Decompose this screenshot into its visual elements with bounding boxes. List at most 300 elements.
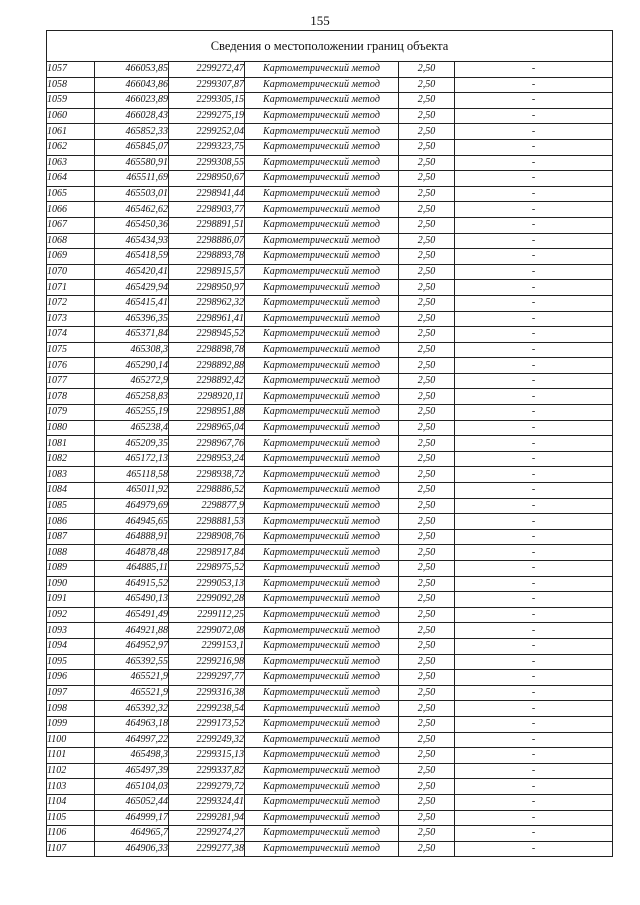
x-coordinate-cell: 465521,9 [95, 670, 169, 686]
x-coordinate-cell: 466028,43 [95, 108, 169, 124]
x-coordinate-cell: 465420,41 [95, 264, 169, 280]
accuracy-cell: 2,50 [399, 217, 455, 233]
description-cell: - [455, 748, 613, 764]
method-cell: Картометрический метод [245, 545, 399, 561]
accuracy-cell: 2,50 [399, 545, 455, 561]
description-cell: - [455, 311, 613, 327]
y-coordinate-cell: 2299281,94 [169, 810, 245, 826]
point-number-cell: 1079 [47, 405, 95, 421]
accuracy-cell: 2,50 [399, 436, 455, 452]
page-number: 155 [310, 13, 330, 28]
x-coordinate-cell: 465503,01 [95, 186, 169, 202]
point-number-cell: 1093 [47, 623, 95, 639]
table-header-row [47, 31, 613, 62]
table-row [47, 826, 613, 842]
accuracy-cell: 2,50 [399, 779, 455, 795]
table-row [47, 249, 613, 265]
description-cell: - [455, 389, 613, 405]
table-row [47, 810, 613, 826]
y-coordinate-cell: 2299305,15 [169, 93, 245, 109]
x-coordinate-cell: 464906,33 [95, 841, 169, 857]
table-row [47, 701, 613, 717]
x-coordinate-cell: 465052,44 [95, 794, 169, 810]
point-number-cell: 1073 [47, 311, 95, 327]
description-cell: - [455, 701, 613, 717]
method-cell: Картометрический метод [245, 436, 399, 452]
method-cell: Картометрический метод [245, 186, 399, 202]
point-number-cell: 1059 [47, 93, 95, 109]
y-coordinate-cell: 2298953,24 [169, 451, 245, 467]
description-cell: - [455, 561, 613, 577]
point-number-cell: 1072 [47, 295, 95, 311]
description-cell: - [455, 280, 613, 296]
method-cell: Картометрический метод [245, 576, 399, 592]
description-cell: - [455, 420, 613, 436]
y-coordinate-cell: 2298967,76 [169, 436, 245, 452]
x-coordinate-cell: 464915,52 [95, 576, 169, 592]
point-number-cell: 1076 [47, 358, 95, 374]
method-cell: Картометрический метод [245, 732, 399, 748]
point-number-cell: 1096 [47, 670, 95, 686]
method-cell: Картометрический метод [245, 233, 399, 249]
table-row [47, 342, 613, 358]
x-coordinate-cell: 464878,48 [95, 545, 169, 561]
method-cell: Картометрический метод [245, 342, 399, 358]
accuracy-cell: 2,50 [399, 654, 455, 670]
point-number-cell: 1064 [47, 171, 95, 187]
x-coordinate-cell: 465308,3 [95, 342, 169, 358]
table-row [47, 295, 613, 311]
x-coordinate-cell: 465392,55 [95, 654, 169, 670]
table-row [47, 514, 613, 530]
method-cell: Картометрический метод [245, 62, 399, 78]
x-coordinate-cell: 464999,17 [95, 810, 169, 826]
description-cell: - [455, 108, 613, 124]
method-cell: Картометрический метод [245, 607, 399, 623]
table-row [47, 794, 613, 810]
point-number-cell: 1080 [47, 420, 95, 436]
table-row [47, 405, 613, 421]
accuracy-cell: 2,50 [399, 623, 455, 639]
point-number-cell: 1065 [47, 186, 95, 202]
table-row [47, 654, 613, 670]
table-row [47, 373, 613, 389]
method-cell: Картометрический метод [245, 685, 399, 701]
x-coordinate-cell: 465415,41 [95, 295, 169, 311]
x-coordinate-cell: 466053,85 [95, 62, 169, 78]
accuracy-cell: 2,50 [399, 155, 455, 171]
accuracy-cell: 2,50 [399, 93, 455, 109]
x-coordinate-cell: 465272,9 [95, 373, 169, 389]
description-cell: - [455, 779, 613, 795]
table-row [47, 732, 613, 748]
description-cell: - [455, 670, 613, 686]
x-coordinate-cell: 465852,33 [95, 124, 169, 140]
table-row [47, 311, 613, 327]
y-coordinate-cell: 2298951,88 [169, 405, 245, 421]
point-number-cell: 1061 [47, 124, 95, 140]
accuracy-cell: 2,50 [399, 108, 455, 124]
y-coordinate-cell: 2299324,41 [169, 794, 245, 810]
accuracy-cell: 2,50 [399, 514, 455, 530]
accuracy-cell: 2,50 [399, 763, 455, 779]
method-cell: Картометрический метод [245, 467, 399, 483]
table-row [47, 124, 613, 140]
table-row [47, 545, 613, 561]
description-cell: - [455, 217, 613, 233]
description-cell: - [455, 233, 613, 249]
method-cell: Картометрический метод [245, 561, 399, 577]
y-coordinate-cell: 2298920,11 [169, 389, 245, 405]
table-row [47, 186, 613, 202]
accuracy-cell: 2,50 [399, 186, 455, 202]
y-coordinate-cell: 2298886,52 [169, 483, 245, 499]
x-coordinate-cell: 465490,13 [95, 592, 169, 608]
table-row [47, 451, 613, 467]
table-body [47, 62, 613, 857]
table-row [47, 171, 613, 187]
table-row [47, 358, 613, 374]
description-cell: - [455, 405, 613, 421]
table-row [47, 576, 613, 592]
method-cell: Картометрический метод [245, 358, 399, 374]
table-row [47, 62, 613, 78]
point-number-cell: 1083 [47, 467, 95, 483]
x-coordinate-cell: 465845,07 [95, 139, 169, 155]
point-number-cell: 1105 [47, 810, 95, 826]
description-cell: - [455, 794, 613, 810]
y-coordinate-cell: 2299216,98 [169, 654, 245, 670]
table-row [47, 529, 613, 545]
accuracy-cell: 2,50 [399, 405, 455, 421]
description-cell: - [455, 685, 613, 701]
table-row [47, 155, 613, 171]
x-coordinate-cell: 465258,83 [95, 389, 169, 405]
y-coordinate-cell: 2299072,08 [169, 623, 245, 639]
point-number-cell: 1063 [47, 155, 95, 171]
accuracy-cell: 2,50 [399, 77, 455, 93]
x-coordinate-cell: 465118,58 [95, 467, 169, 483]
accuracy-cell: 2,50 [399, 311, 455, 327]
point-number-cell: 1068 [47, 233, 95, 249]
method-cell: Картометрический метод [245, 716, 399, 732]
y-coordinate-cell: 2298877,9 [169, 498, 245, 514]
table-row [47, 108, 613, 124]
description-cell: - [455, 498, 613, 514]
accuracy-cell: 2,50 [399, 638, 455, 654]
table-row [47, 420, 613, 436]
table-row [47, 498, 613, 514]
point-number-cell: 1103 [47, 779, 95, 795]
y-coordinate-cell: 2299053,13 [169, 576, 245, 592]
method-cell: Картометрический метод [245, 779, 399, 795]
y-coordinate-cell: 2298908,76 [169, 529, 245, 545]
table-row [47, 467, 613, 483]
y-coordinate-cell: 2298898,78 [169, 342, 245, 358]
accuracy-cell: 2,50 [399, 139, 455, 155]
x-coordinate-cell: 464979,69 [95, 498, 169, 514]
accuracy-cell: 2,50 [399, 529, 455, 545]
method-cell: Картометрический метод [245, 451, 399, 467]
y-coordinate-cell: 2299277,38 [169, 841, 245, 857]
table-row [47, 685, 613, 701]
table-row [47, 139, 613, 155]
x-coordinate-cell: 465450,36 [95, 217, 169, 233]
accuracy-cell: 2,50 [399, 670, 455, 686]
table-row [47, 483, 613, 499]
table-row [47, 779, 613, 795]
accuracy-cell: 2,50 [399, 592, 455, 608]
method-cell: Картометрический метод [245, 794, 399, 810]
method-cell: Картометрический метод [245, 264, 399, 280]
table-row [47, 233, 613, 249]
y-coordinate-cell: 2299315,13 [169, 748, 245, 764]
method-cell: Картометрический метод [245, 623, 399, 639]
y-coordinate-cell: 2298892,88 [169, 358, 245, 374]
accuracy-cell: 2,50 [399, 576, 455, 592]
table-row [47, 748, 613, 764]
y-coordinate-cell: 2299307,87 [169, 77, 245, 93]
table-row [47, 389, 613, 405]
y-coordinate-cell: 2298893,78 [169, 249, 245, 265]
y-coordinate-cell: 2299274,27 [169, 826, 245, 842]
y-coordinate-cell: 2299308,55 [169, 155, 245, 171]
accuracy-cell: 2,50 [399, 342, 455, 358]
point-number-cell: 1101 [47, 748, 95, 764]
accuracy-cell: 2,50 [399, 826, 455, 842]
description-cell: - [455, 607, 613, 623]
x-coordinate-cell: 464885,11 [95, 561, 169, 577]
method-cell: Картометрический метод [245, 763, 399, 779]
method-cell: Картометрический метод [245, 93, 399, 109]
point-number-cell: 1094 [47, 638, 95, 654]
point-number-cell: 1095 [47, 654, 95, 670]
description-cell: - [455, 732, 613, 748]
point-number-cell: 1081 [47, 436, 95, 452]
y-coordinate-cell: 2299279,72 [169, 779, 245, 795]
y-coordinate-cell: 2298975,52 [169, 561, 245, 577]
accuracy-cell: 2,50 [399, 561, 455, 577]
accuracy-cell: 2,50 [399, 810, 455, 826]
accuracy-cell: 2,50 [399, 202, 455, 218]
method-cell: Картометрический метод [245, 155, 399, 171]
accuracy-cell: 2,50 [399, 373, 455, 389]
description-cell: - [455, 171, 613, 187]
y-coordinate-cell: 2299323,75 [169, 139, 245, 155]
y-coordinate-cell: 2298881,53 [169, 514, 245, 530]
method-cell: Картометрический метод [245, 514, 399, 530]
accuracy-cell: 2,50 [399, 732, 455, 748]
description-cell: - [455, 436, 613, 452]
accuracy-cell: 2,50 [399, 607, 455, 623]
point-number-cell: 1066 [47, 202, 95, 218]
description-cell: - [455, 77, 613, 93]
point-number-cell: 1057 [47, 62, 95, 78]
x-coordinate-cell: 465434,93 [95, 233, 169, 249]
y-coordinate-cell: 2298903,77 [169, 202, 245, 218]
method-cell: Картометрический метод [245, 327, 399, 343]
y-coordinate-cell: 2298950,67 [169, 171, 245, 187]
point-number-cell: 1060 [47, 108, 95, 124]
description-cell: - [455, 810, 613, 826]
accuracy-cell: 2,50 [399, 233, 455, 249]
method-cell: Картометрический метод [245, 171, 399, 187]
accuracy-cell: 2,50 [399, 716, 455, 732]
point-number-cell: 1058 [47, 77, 95, 93]
description-cell: - [455, 545, 613, 561]
description-cell: - [455, 467, 613, 483]
point-number-cell: 1069 [47, 249, 95, 265]
x-coordinate-cell: 465209,35 [95, 436, 169, 452]
description-cell: - [455, 373, 613, 389]
description-cell: - [455, 576, 613, 592]
accuracy-cell: 2,50 [399, 420, 455, 436]
table-row [47, 77, 613, 93]
description-cell: - [455, 451, 613, 467]
description-cell: - [455, 186, 613, 202]
description-cell: - [455, 124, 613, 140]
description-cell: - [455, 202, 613, 218]
method-cell: Картометрический метод [245, 841, 399, 857]
method-cell: Картометрический метод [245, 483, 399, 499]
point-number-cell: 1070 [47, 264, 95, 280]
description-cell: - [455, 763, 613, 779]
x-coordinate-cell: 465392,32 [95, 701, 169, 717]
description-cell: - [455, 483, 613, 499]
method-cell: Картометрический метод [245, 280, 399, 296]
x-coordinate-cell: 465104,03 [95, 779, 169, 795]
table-row [47, 716, 613, 732]
description-cell: - [455, 716, 613, 732]
x-coordinate-cell: 465238,4 [95, 420, 169, 436]
y-coordinate-cell: 2299275,19 [169, 108, 245, 124]
y-coordinate-cell: 2299173,52 [169, 716, 245, 732]
x-coordinate-cell: 464997,22 [95, 732, 169, 748]
point-number-cell: 1089 [47, 561, 95, 577]
point-number-cell: 1062 [47, 139, 95, 155]
accuracy-cell: 2,50 [399, 794, 455, 810]
description-cell: - [455, 358, 613, 374]
y-coordinate-cell: 2299092,28 [169, 592, 245, 608]
method-cell: Картометрический метод [245, 202, 399, 218]
accuracy-cell: 2,50 [399, 701, 455, 717]
accuracy-cell: 2,50 [399, 264, 455, 280]
point-number-cell: 1099 [47, 716, 95, 732]
description-cell: - [455, 264, 613, 280]
description-cell: - [455, 139, 613, 155]
accuracy-cell: 2,50 [399, 498, 455, 514]
description-cell: - [455, 295, 613, 311]
y-coordinate-cell: 2299297,77 [169, 670, 245, 686]
table-title: Сведения о местоположении границ объекта [47, 31, 613, 62]
x-coordinate-cell: 465462,62 [95, 202, 169, 218]
method-cell: Картометрический метод [245, 124, 399, 140]
table-row [47, 638, 613, 654]
point-number-cell: 1088 [47, 545, 95, 561]
x-coordinate-cell: 465255,19 [95, 405, 169, 421]
method-cell: Картометрический метод [245, 77, 399, 93]
y-coordinate-cell: 2299238,54 [169, 701, 245, 717]
point-number-cell: 1071 [47, 280, 95, 296]
y-coordinate-cell: 2299316,38 [169, 685, 245, 701]
accuracy-cell: 2,50 [399, 62, 455, 78]
description-cell: - [455, 155, 613, 171]
point-number-cell: 1104 [47, 794, 95, 810]
y-coordinate-cell: 2298962,32 [169, 295, 245, 311]
description-cell: - [455, 342, 613, 358]
point-number-cell: 1097 [47, 685, 95, 701]
method-cell: Картометрический метод [245, 654, 399, 670]
accuracy-cell: 2,50 [399, 467, 455, 483]
method-cell: Картометрический метод [245, 748, 399, 764]
y-coordinate-cell: 2298892,42 [169, 373, 245, 389]
point-number-cell: 1085 [47, 498, 95, 514]
method-cell: Картометрический метод [245, 810, 399, 826]
accuracy-cell: 2,50 [399, 685, 455, 701]
x-coordinate-cell: 464888,91 [95, 529, 169, 545]
y-coordinate-cell: 2298891,51 [169, 217, 245, 233]
table-row [47, 436, 613, 452]
table-row [47, 763, 613, 779]
description-cell: - [455, 826, 613, 842]
description-cell: - [455, 62, 613, 78]
description-cell: - [455, 327, 613, 343]
table-row [47, 670, 613, 686]
table-row [47, 592, 613, 608]
method-cell: Картометрический метод [245, 701, 399, 717]
x-coordinate-cell: 465521,9 [95, 685, 169, 701]
description-cell: - [455, 638, 613, 654]
accuracy-cell: 2,50 [399, 249, 455, 265]
x-coordinate-cell: 465011,92 [95, 483, 169, 499]
y-coordinate-cell: 2299112,25 [169, 607, 245, 623]
description-cell: - [455, 93, 613, 109]
y-coordinate-cell: 2298941,44 [169, 186, 245, 202]
x-coordinate-cell: 464963,18 [95, 716, 169, 732]
accuracy-cell: 2,50 [399, 171, 455, 187]
x-coordinate-cell: 465498,3 [95, 748, 169, 764]
accuracy-cell: 2,50 [399, 327, 455, 343]
method-cell: Картометрический метод [245, 638, 399, 654]
description-cell: - [455, 623, 613, 639]
method-cell: Картометрический метод [245, 139, 399, 155]
x-coordinate-cell: 465290,14 [95, 358, 169, 374]
y-coordinate-cell: 2299252,04 [169, 124, 245, 140]
x-coordinate-cell: 465371,84 [95, 327, 169, 343]
accuracy-cell: 2,50 [399, 295, 455, 311]
point-number-cell: 1086 [47, 514, 95, 530]
method-cell: Картометрический метод [245, 420, 399, 436]
point-number-cell: 1102 [47, 763, 95, 779]
accuracy-cell: 2,50 [399, 483, 455, 499]
description-cell: - [455, 514, 613, 530]
x-coordinate-cell: 465172,13 [95, 451, 169, 467]
method-cell: Картометрический метод [245, 389, 399, 405]
y-coordinate-cell: 2298938,72 [169, 467, 245, 483]
table-row [47, 217, 613, 233]
y-coordinate-cell: 2299153,1 [169, 638, 245, 654]
boundary-coordinates-table [46, 30, 613, 857]
y-coordinate-cell: 2299337,82 [169, 763, 245, 779]
x-coordinate-cell: 464945,65 [95, 514, 169, 530]
accuracy-cell: 2,50 [399, 358, 455, 374]
description-cell: - [455, 654, 613, 670]
method-cell: Картометрический метод [245, 311, 399, 327]
x-coordinate-cell: 465511,69 [95, 171, 169, 187]
point-number-cell: 1067 [47, 217, 95, 233]
method-cell: Картометрический метод [245, 498, 399, 514]
table-row [47, 327, 613, 343]
